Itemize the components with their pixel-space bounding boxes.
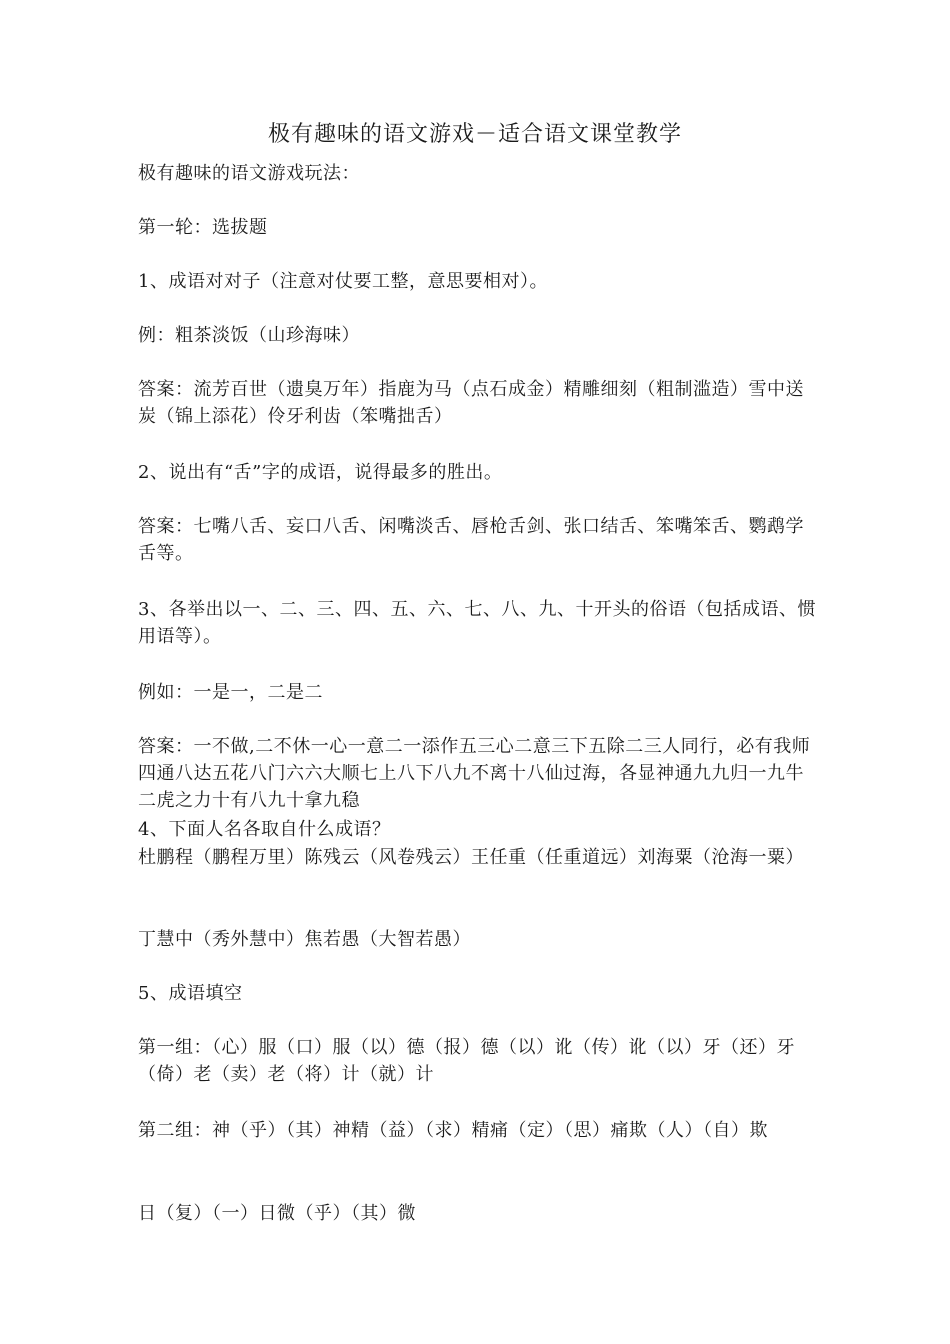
paragraph-q3-example: 例如：一是一，二是二 bbox=[138, 682, 323, 703]
paragraph-q2-answer: 答案：七嘴八舌、妄口八舌、闲嘴淡舌、唇枪舌剑、张口结舌、笨嘴笨舌、鹦鹉学舌等。 bbox=[138, 516, 804, 564]
paragraph-q5-group-1: 第一组：（心）服（口）服（以）德（报）德（以）讹（传）讹（以）牙（还）牙（倚）老（卖）老（将）计（就）计 bbox=[138, 1037, 795, 1085]
paragraph-q3-answer: 答案：一不做,二不休一心一意二一添作五三心二意三下五除二三人同行，必有我师四通八达五花八门六六大顺七上八下八九不离十八仙过海，各显神通九九归一九牛二虎之力十有八九十拿九稳 bbox=[138, 736, 811, 811]
paragraph-q2: 2、说出有“舌”字的成语，说得最多的胜出。 bbox=[138, 462, 503, 483]
paragraph-intro: 极有趣味的语文游戏玩法： bbox=[138, 163, 360, 184]
paragraph-q1-example: 例：粗茶淡饭（山珍海味） bbox=[138, 325, 360, 346]
paragraph-q4-answer-1: 杜鹏程（鹏程万里）陈残云（风卷残云）王任重（任重道远）刘海粟（沧海一粟） bbox=[138, 847, 804, 868]
paragraph-q1: 1、成语对对子（注意对仗要工整，意思要相对）。 bbox=[138, 271, 548, 292]
paragraph-q5: 5、成语填空 bbox=[138, 983, 243, 1004]
paragraph-round-one: 第一轮：选拔题 bbox=[138, 217, 268, 238]
paragraph-q1-answer: 答案：流芳百世（遗臭万年）指鹿为马（点石成金）精雕细刻（粗制滥造）雪中送炭（锦上添花）伶牙利齿（笨嘴拙舌） bbox=[138, 379, 804, 427]
paragraph-q4-answer-2: 丁慧中（秀外慧中）焦若愚（大智若愚） bbox=[138, 929, 471, 950]
paragraph-q3: 3、各举出以一、二、三、四、五、六、七、八、九、十开头的俗语（包括成语、惯用语等）。 bbox=[138, 599, 816, 647]
paragraph-q4: 4、下面人名各取自什么成语？ bbox=[138, 819, 391, 840]
paragraph-q5-group-2-continued: 日（复）（一）日微（乎）（其）微 bbox=[138, 1203, 416, 1224]
paragraph-q5-group-2: 第二组：神（乎）（其）神精（益）（求）精痛（定）（思）痛欺（人）（自）欺 bbox=[138, 1120, 768, 1141]
document-title: 极有趣味的语文游戏－适合语文课堂教学 bbox=[267, 122, 682, 147]
